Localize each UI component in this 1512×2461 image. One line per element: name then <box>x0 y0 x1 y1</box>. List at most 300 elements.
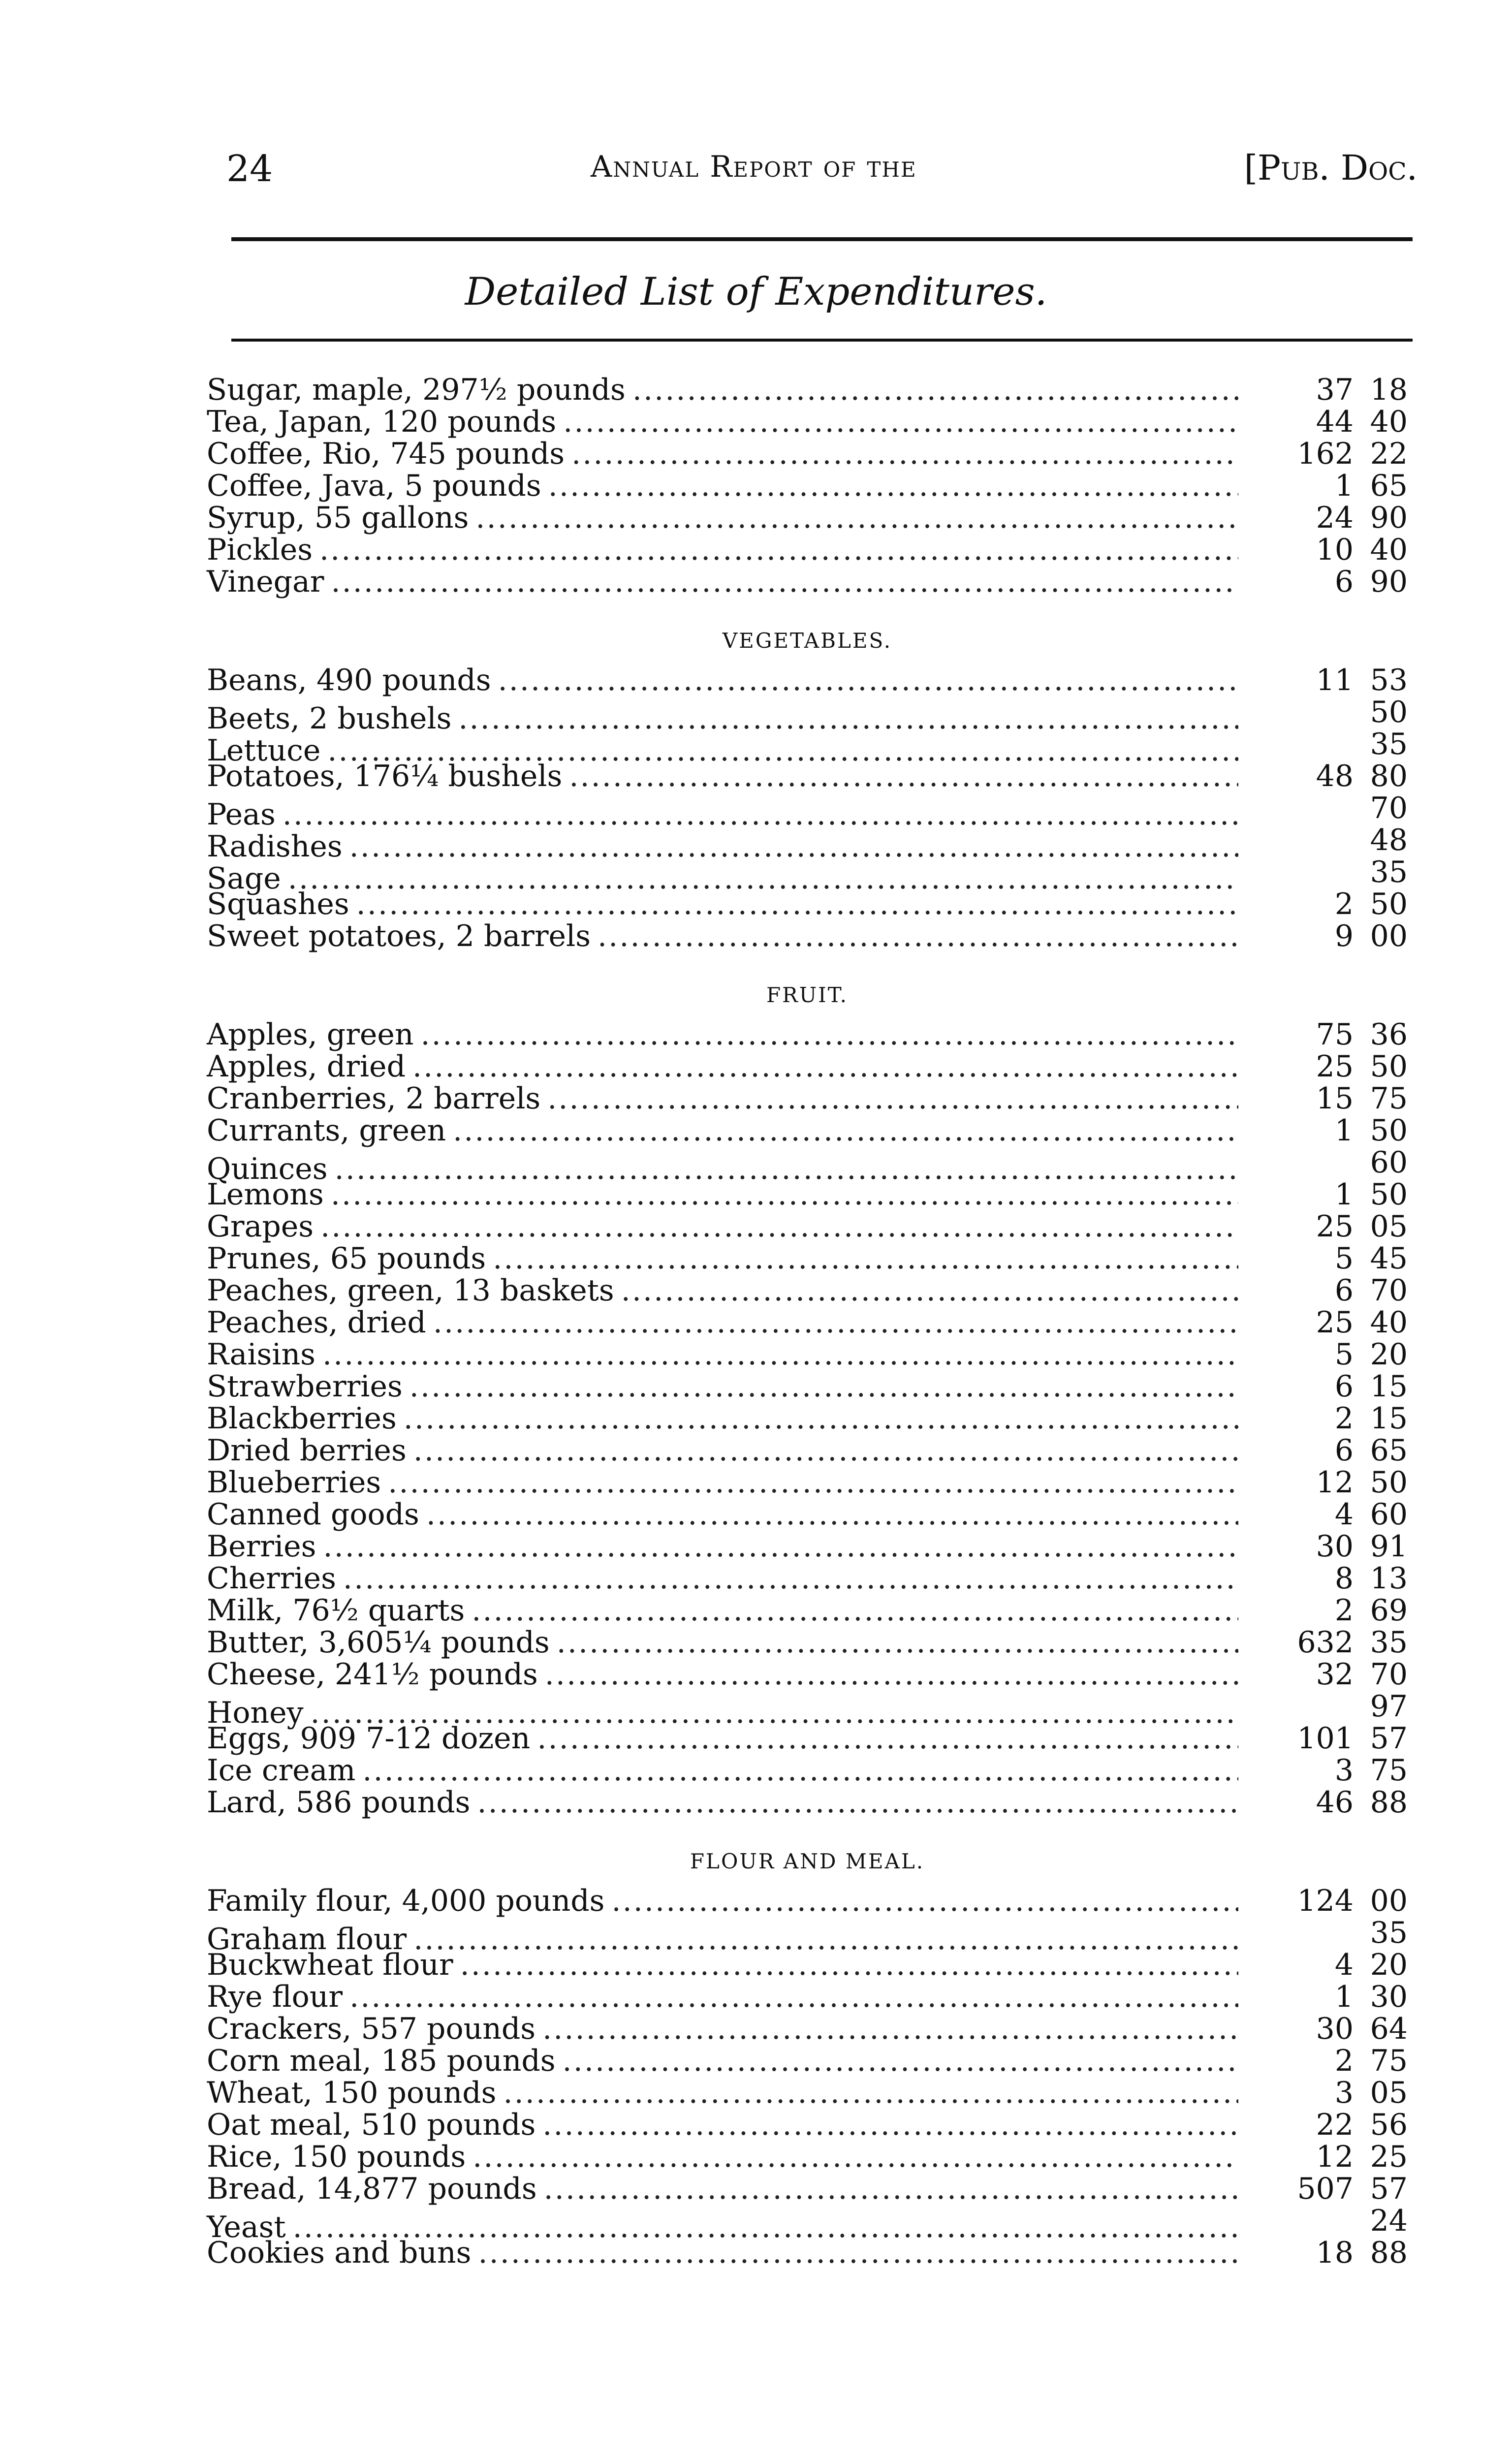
expense-item-name: Buckwheat flour <box>207 1948 453 1982</box>
amount-cents: 65 <box>1370 1433 1408 1468</box>
expense-item-name: Syrup, 55 gallons <box>207 501 469 535</box>
expense-item-name: Coffee, Java, 5 pounds <box>207 469 541 503</box>
expense-item-name: Yeast <box>207 2210 286 2244</box>
amount-cents: 00 <box>1370 1884 1408 1918</box>
amount-dollars: 124 <box>1297 1884 1354 1918</box>
expense-item-name: Lettuce <box>207 733 321 768</box>
expense-item-name: Milk, 76½ quarts <box>207 1593 465 1628</box>
dot-leader <box>537 1723 1238 1755</box>
dot-leader <box>421 1019 1238 1051</box>
amount-dollars: 4 <box>1334 1497 1354 1532</box>
expense-row <box>207 1981 1408 2013</box>
dot-leader <box>621 1275 1238 1307</box>
page-subtitle: Detailed List of Expenditures. <box>465 270 1047 314</box>
amount-cents: 97 <box>1370 1689 1408 1724</box>
expense-row <box>207 2141 1408 2173</box>
amount-cents: 50 <box>1370 1465 1408 1500</box>
expense-item-name: Quinces <box>207 1152 328 1186</box>
amount-cents: 60 <box>1370 1145 1408 1180</box>
expense-amount <box>1245 920 1408 952</box>
dot-leader <box>557 1627 1238 1659</box>
amount-cents: 13 <box>1370 1561 1408 1596</box>
amount-dollars: 9 <box>1334 919 1354 953</box>
amount-dollars: 12 <box>1316 2140 1354 2174</box>
amount-cents: 36 <box>1370 1017 1408 1052</box>
amount-dollars: 1 <box>1334 469 1354 503</box>
dot-leader <box>388 1467 1238 1499</box>
amount-dollars <box>1280 1917 1354 1949</box>
expense-item-name: Raisins <box>207 1337 315 1372</box>
amount-cents: 50 <box>1370 1049 1408 1084</box>
expense-item-name: Squashes <box>207 887 349 921</box>
expense-item-name: Currants, green <box>207 1113 446 1148</box>
amount-cents: 50 <box>1370 1177 1408 1212</box>
amount-dollars: 11 <box>1316 663 1354 697</box>
expense-row <box>207 1467 1408 1499</box>
amount-cents: 00 <box>1370 919 1408 953</box>
expense-item-name: Blackberries <box>207 1401 397 1436</box>
expense-row <box>207 2204 1408 2244</box>
dot-leader <box>547 1083 1238 1115</box>
dot-leader <box>477 1787 1238 1819</box>
amount-dollars: 10 <box>1316 533 1354 567</box>
expense-item-name: Sugar, maple, 297½ pounds <box>207 373 626 407</box>
expense-row <box>207 760 1408 792</box>
amount-dollars: 6 <box>1334 565 1354 599</box>
expense-row <box>207 1307 1408 1339</box>
dot-leader <box>410 1371 1238 1403</box>
expense-item-name: Beans, 490 pounds <box>207 663 491 697</box>
amount-cents: 35 <box>1370 1625 1408 1660</box>
amount-dollars <box>1280 696 1354 728</box>
amount-dollars: 507 <box>1297 2172 1354 2206</box>
flour-meal-group <box>207 1885 1408 2269</box>
expense-item-name: Oat meal, 510 pounds <box>207 2108 536 2142</box>
expense-row <box>207 1689 1408 1730</box>
expense-row <box>207 1755 1408 1787</box>
amount-cents: 48 <box>1370 823 1408 857</box>
expense-amount <box>1245 2077 1408 2109</box>
expense-amount <box>1245 1179 1408 1211</box>
amount-dollars: 6 <box>1334 1273 1354 1308</box>
expense-row <box>207 2077 1408 2109</box>
page-header <box>226 148 1418 207</box>
expense-amount <box>1245 1787 1408 1819</box>
expense-row <box>207 406 1408 438</box>
expense-row <box>207 374 1408 406</box>
expense-row <box>207 1115 1408 1147</box>
amount-dollars: 25 <box>1316 1209 1354 1244</box>
amount-dollars: 46 <box>1316 1785 1354 1820</box>
expense-amount <box>1245 696 1408 728</box>
expense-row <box>207 1916 1408 1956</box>
amount-cents: 57 <box>1370 2172 1408 2206</box>
dot-leader <box>548 470 1238 502</box>
amount-cents: 35 <box>1370 1916 1408 1950</box>
expense-item-name: Apples, dried <box>207 1049 406 1084</box>
amount-dollars: 24 <box>1316 501 1354 535</box>
dot-leader <box>322 1339 1238 1371</box>
dot-leader <box>498 664 1238 696</box>
expense-row <box>207 566 1408 598</box>
dot-leader <box>545 1659 1238 1691</box>
expense-row <box>207 1787 1408 1819</box>
amount-cents: 20 <box>1370 1948 1408 1982</box>
expense-row <box>207 2013 1408 2045</box>
dot-leader <box>503 2077 1238 2109</box>
header-rule <box>231 237 1413 241</box>
expense-row <box>207 1339 1408 1371</box>
dot-leader <box>571 438 1238 470</box>
expense-amount <box>1245 502 1408 534</box>
amount-cents: 25 <box>1370 2140 1408 2174</box>
expense-amount <box>1245 1981 1408 2013</box>
expense-row <box>207 664 1408 696</box>
amount-dollars: 8 <box>1334 1561 1354 1596</box>
expense-amount <box>1245 2237 1408 2269</box>
amount-dollars: 4 <box>1334 1948 1354 1982</box>
expense-item-name: Family flour, 4,000 pounds <box>207 1884 605 1918</box>
expense-amount <box>1245 1339 1408 1371</box>
expense-item-name: Lemons <box>207 1177 324 1212</box>
amount-dollars: 22 <box>1316 2108 1354 2142</box>
expense-item-name: Berries <box>207 1529 316 1564</box>
dot-leader <box>320 1211 1238 1243</box>
dot-leader <box>493 1243 1238 1275</box>
dot-leader <box>349 831 1238 863</box>
expense-amount <box>1245 2013 1408 2045</box>
expense-row <box>207 2173 1408 2205</box>
dot-leader <box>460 1949 1238 1981</box>
expense-row <box>207 1499 1408 1531</box>
amount-cents: 90 <box>1370 565 1408 599</box>
expense-row <box>207 695 1408 736</box>
amount-dollars <box>1280 728 1354 760</box>
page-number: 24 <box>226 148 273 190</box>
expense-amount <box>1245 2045 1408 2077</box>
expense-amount <box>1245 792 1408 824</box>
expense-amount <box>1245 1115 1408 1147</box>
expense-amount <box>1245 1723 1408 1755</box>
expense-amount <box>1245 1051 1408 1083</box>
expense-item-name: Prunes, 65 pounds <box>207 1241 486 1276</box>
dot-leader <box>569 760 1238 792</box>
amount-dollars: 5 <box>1334 1241 1354 1276</box>
dot-leader <box>283 799 1238 831</box>
amount-cents: 88 <box>1370 1785 1408 1820</box>
expense-item-name: Butter, 3,605¼ pounds <box>207 1625 550 1660</box>
amount-cents: 30 <box>1370 1980 1408 2014</box>
dot-leader <box>453 1115 1238 1147</box>
dot-leader <box>458 703 1238 735</box>
expense-row <box>207 1019 1408 1051</box>
expense-item-name: Crackers, 557 pounds <box>207 2012 536 2046</box>
amount-dollars <box>1280 1691 1354 1723</box>
amount-cents: 50 <box>1370 695 1408 729</box>
amount-cents: 70 <box>1370 1273 1408 1308</box>
amount-dollars: 101 <box>1297 1721 1354 1756</box>
expense-amount <box>1245 438 1408 470</box>
amount-dollars: 37 <box>1316 373 1354 407</box>
expense-amount <box>1245 566 1408 598</box>
expense-item-name: Bread, 14,877 pounds <box>207 2172 537 2206</box>
amount-cents: 24 <box>1370 2204 1408 2238</box>
amount-dollars: 6 <box>1334 1433 1354 1468</box>
expense-row <box>207 1211 1408 1243</box>
expense-amount <box>1245 2173 1408 2205</box>
amount-dollars <box>1280 856 1354 888</box>
section-heading-vegetables: VEGETABLES. <box>722 629 892 653</box>
amount-cents: 88 <box>1370 2236 1408 2270</box>
expense-row <box>207 1723 1408 1755</box>
amount-dollars: 2 <box>1334 2044 1354 2078</box>
amount-cents: 90 <box>1370 501 1408 535</box>
amount-dollars: 3 <box>1334 1753 1354 1788</box>
amount-cents: 75 <box>1370 1081 1408 1116</box>
amount-dollars <box>1280 2205 1354 2237</box>
expense-amount <box>1245 760 1408 792</box>
amount-dollars: 1 <box>1334 1980 1354 2014</box>
expense-amount <box>1245 1563 1408 1595</box>
amount-dollars: 3 <box>1334 2076 1354 2110</box>
dot-leader <box>426 1499 1238 1531</box>
expense-item-name: Coffee, Rio, 745 pounds <box>207 437 565 471</box>
expense-item-name: Potatoes, 176¼ bushels <box>207 759 563 793</box>
expense-row <box>207 1595 1408 1627</box>
amount-cents: 57 <box>1370 1721 1408 1756</box>
amount-dollars: 162 <box>1297 437 1354 471</box>
expense-item-name: Lard, 586 pounds <box>207 1785 471 1820</box>
expense-item-name: Graham flour <box>207 1922 407 1956</box>
expense-amount <box>1245 1595 1408 1627</box>
expense-item-name: Sweet potatoes, 2 barrels <box>207 919 591 953</box>
vegetables-group <box>207 664 1408 952</box>
amount-dollars: 1 <box>1334 1177 1354 1212</box>
expense-row <box>207 1243 1408 1275</box>
amount-cents: 64 <box>1370 2012 1408 2046</box>
expense-row <box>207 1659 1408 1691</box>
expense-item-name: Honey <box>207 1696 304 1730</box>
expense-item-name: Pickles <box>207 533 313 567</box>
expense-amount <box>1245 824 1408 856</box>
amount-dollars: 6 <box>1334 1369 1354 1404</box>
expense-amount <box>1245 1691 1408 1723</box>
expense-amount <box>1245 1917 1408 1949</box>
amount-cents: 20 <box>1370 1337 1408 1372</box>
amount-dollars: 30 <box>1316 2012 1354 2046</box>
amount-cents: 40 <box>1370 405 1408 439</box>
expense-item-name: Eggs, 909 7-12 dozen <box>207 1721 531 1756</box>
dot-leader <box>563 406 1238 438</box>
amount-dollars: 30 <box>1316 1529 1354 1564</box>
amount-dollars: 2 <box>1334 887 1354 921</box>
expense-amount <box>1245 1499 1408 1531</box>
expense-item-name: Blueberries <box>207 1465 381 1500</box>
expense-amount <box>1245 1949 1408 1981</box>
expense-item-name: Grapes <box>207 1209 314 1244</box>
expense-item-name: Apples, green <box>207 1017 414 1052</box>
expense-item-name: Cheese, 241½ pounds <box>207 1657 538 1692</box>
section-heading-fruit: FRUIT. <box>766 983 848 1007</box>
dot-leader <box>632 374 1238 406</box>
expense-item-name: Ice cream <box>207 1753 356 1788</box>
amount-dollars <box>1280 824 1354 856</box>
expense-item-name: Cherries <box>207 1561 336 1596</box>
expense-row <box>207 502 1408 534</box>
items-top-group <box>207 374 1408 598</box>
amount-dollars: 12 <box>1316 1465 1354 1500</box>
amount-cents: 45 <box>1370 1241 1408 1276</box>
amount-cents: 91 <box>1370 1529 1408 1564</box>
document-series: [Pub. Doc. <box>1244 148 1418 188</box>
expense-amount <box>1245 856 1408 888</box>
expense-row <box>207 534 1408 566</box>
amount-dollars: 32 <box>1316 1657 1354 1692</box>
expense-row <box>207 1885 1408 1917</box>
expense-item-name: Strawberries <box>207 1369 403 1404</box>
expense-row <box>207 2237 1408 2269</box>
expense-row <box>207 2045 1408 2077</box>
expense-item-name: Rice, 150 pounds <box>207 2140 466 2174</box>
expense-row <box>207 470 1408 502</box>
expense-row <box>207 920 1408 952</box>
amount-cents: 75 <box>1370 1753 1408 1788</box>
dot-leader <box>472 2141 1238 2173</box>
amount-dollars: 18 <box>1316 2236 1354 2270</box>
amount-dollars: 15 <box>1316 1081 1354 1116</box>
expense-amount <box>1245 1659 1408 1691</box>
expenditure-list <box>207 374 1408 2269</box>
dot-leader <box>362 1755 1238 1787</box>
expense-item-name: Peaches, green, 13 baskets <box>207 1273 614 1308</box>
running-title: Annual Report of the <box>591 150 917 184</box>
expense-row <box>207 888 1408 920</box>
expense-item-name: Tea, Japan, 120 pounds <box>207 405 557 439</box>
expense-row <box>207 1083 1408 1115</box>
dot-leader <box>544 2173 1238 2205</box>
expense-row <box>207 1051 1408 1083</box>
expense-item-name: Vinegar <box>207 565 324 599</box>
dot-leader <box>563 2045 1238 2077</box>
expense-amount <box>1245 1275 1408 1307</box>
amount-dollars: 5 <box>1334 1337 1354 1372</box>
expense-amount <box>1245 374 1408 406</box>
amount-cents: 69 <box>1370 1593 1408 1628</box>
amount-cents: 70 <box>1370 791 1408 825</box>
expense-amount <box>1245 2109 1408 2141</box>
amount-cents: 40 <box>1370 533 1408 567</box>
amount-cents: 15 <box>1370 1401 1408 1436</box>
amount-dollars: 1 <box>1334 1113 1354 1148</box>
dot-leader <box>478 2237 1238 2269</box>
expense-row <box>207 1531 1408 1563</box>
expense-amount <box>1245 888 1408 920</box>
dot-leader <box>413 1435 1238 1467</box>
amount-cents: 50 <box>1370 1113 1408 1148</box>
dot-leader <box>331 566 1238 598</box>
expense-item-name: Rye flour <box>207 1980 343 2014</box>
expense-amount <box>1245 1531 1408 1563</box>
expense-item-name: Sage <box>207 861 281 896</box>
expense-row <box>207 2109 1408 2141</box>
dot-leader <box>319 534 1238 566</box>
expense-item-name: Peas <box>207 797 276 832</box>
amount-cents: 35 <box>1370 727 1408 761</box>
expense-item-name: Beets, 2 bushels <box>207 701 452 736</box>
expense-amount <box>1245 1403 1408 1435</box>
expense-amount <box>1245 1243 1408 1275</box>
amount-cents: 60 <box>1370 1497 1408 1532</box>
fruit-group <box>207 1019 1408 1819</box>
expense-row <box>207 1275 1408 1307</box>
amount-dollars: 25 <box>1316 1305 1354 1340</box>
expense-row <box>207 1949 1408 1981</box>
amount-dollars: 2 <box>1334 1593 1354 1628</box>
expense-row <box>207 438 1408 470</box>
expense-row <box>207 1403 1408 1435</box>
expense-amount <box>1245 1467 1408 1499</box>
expense-amount <box>1245 1371 1408 1403</box>
dot-leader <box>404 1403 1238 1435</box>
expense-amount <box>1245 1211 1408 1243</box>
section-heading-flour-meal: FLOUR AND MEAL. <box>690 1849 925 1873</box>
dot-leader <box>349 1981 1238 2013</box>
dot-leader <box>356 888 1238 920</box>
expense-amount <box>1245 1885 1408 1917</box>
expense-row <box>207 1435 1408 1467</box>
expense-item-name: Cookies and buns <box>207 2236 472 2270</box>
amount-cents: 05 <box>1370 1209 1408 1244</box>
dot-leader <box>611 1885 1238 1917</box>
expense-amount <box>1245 406 1408 438</box>
amount-dollars <box>1280 1147 1354 1179</box>
amount-cents: 35 <box>1370 855 1408 889</box>
expense-item-name: Corn meal, 185 pounds <box>207 2044 556 2078</box>
expense-item-name: Radishes <box>207 829 343 864</box>
dot-leader <box>542 2013 1238 2045</box>
expense-amount <box>1245 2205 1408 2237</box>
expense-amount <box>1245 1755 1408 1787</box>
expense-row <box>207 1371 1408 1403</box>
amount-dollars: 25 <box>1316 1049 1354 1084</box>
expense-amount <box>1245 1307 1408 1339</box>
dot-leader <box>433 1307 1238 1339</box>
expense-row <box>207 1179 1408 1211</box>
expense-item-name: Dried berries <box>207 1433 407 1468</box>
amount-cents: 50 <box>1370 887 1408 921</box>
amount-cents: 75 <box>1370 2044 1408 2078</box>
expense-item-name: Wheat, 150 pounds <box>207 2076 497 2110</box>
subtitle-rule <box>231 339 1413 342</box>
amount-cents: 05 <box>1370 2076 1408 2110</box>
amount-cents: 53 <box>1370 663 1408 697</box>
expense-amount <box>1245 1435 1408 1467</box>
expense-amount <box>1245 470 1408 502</box>
expense-amount <box>1245 728 1408 760</box>
dot-leader <box>323 1531 1238 1563</box>
expense-row <box>207 1563 1408 1595</box>
dot-leader <box>412 1051 1238 1083</box>
dot-leader <box>598 920 1238 952</box>
dot-leader <box>331 1179 1238 1211</box>
expense-amount <box>1245 1627 1408 1659</box>
amount-dollars: 75 <box>1316 1017 1354 1052</box>
amount-cents: 70 <box>1370 1657 1408 1692</box>
amount-cents: 18 <box>1370 373 1408 407</box>
amount-dollars <box>1280 792 1354 824</box>
expense-amount <box>1245 664 1408 696</box>
expense-item-name: Canned goods <box>207 1497 419 1532</box>
